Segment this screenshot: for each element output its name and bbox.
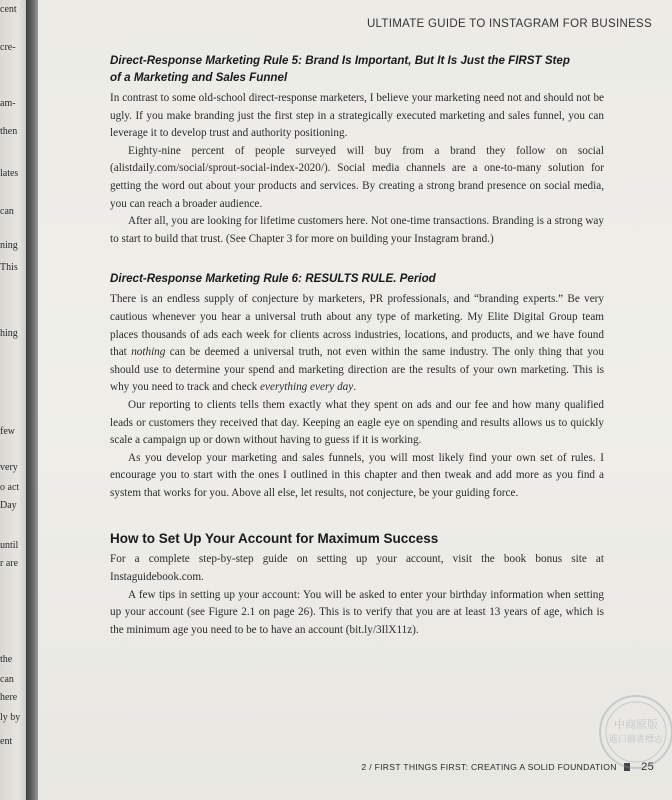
paragraph: A few tips in setting up your account: You will be asked to enter your birthday information when setting up your account (see Figure 2.1 on page 26). This is to verify that you are at least 13 years of age, which is the minimum age you need to be to have an account (bit.ly/3IlX11z).	[110, 588, 604, 636]
left-page-text-fragment: ning	[0, 240, 18, 251]
paragraph: As you develop your marketing and sales funnels, you will most likely find your own set of rules. I encourage you to start with the ones I outlined in this chapter and then tweak and add more as you find a system that works for you. Above all else, let results, not conjecture, be your guiding force.	[110, 451, 604, 499]
left-page-text-fragment: can	[0, 206, 14, 217]
svg-text:進口圖書標志: 進口圖書標志	[608, 735, 664, 745]
left-page-text-fragment: r are	[0, 558, 19, 569]
paragraph: Eighty-nine percent of people surveyed will buy from a brand they follow on social (alistdaily.com/social/sprout-social-index-2020/). Social media channels are a one-to-many solution for getting the word out about your products and services. By creating a strong brand presence on social media, you can reach a broader audience.	[110, 144, 604, 210]
paragraph: For a complete step-by-step guide on setting up your account, visit the book bonus site at Instaguidebook.com.	[110, 553, 604, 584]
section-rule-5	[110, 52, 604, 248]
paragraph: In contrast to some old-school direct-response marketers, I believe your marketing need not and should not be ugly. If you make branding just the first step in a strategically executed marketing and sales funnel, you can leverage it to develop trust and authority positioning.	[110, 92, 604, 140]
svg-text:中商原版: 中商原版	[614, 718, 658, 731]
left-page-text-fragment: few	[0, 426, 15, 437]
emphasis: nothing	[131, 346, 166, 359]
paragraph: There is an endless supply of conjecture by marketers, PR professionals, and “branding experts.” Be very cautious whenever you hear a universal truth about any type of marketing. My Elite Digital Group team places thousands of ads each week for clients across industries, locations, and products, and we have found that nothing can be deemed a universal truth, not even within the same industry. The only thing that you should use to determine your spend and marketing direction are the results of your own marketing. This is why you need to track and check everything every day.	[110, 293, 604, 394]
heading-line-2: of a Marketing and Sales Funnel	[110, 71, 288, 84]
left-page-text-fragment: ly by	[0, 712, 21, 723]
left-facing-page	[0, 0, 26, 800]
left-page-text-fragment: cre-	[0, 42, 16, 53]
section-heading: Direct-Response Marketing Rule 6: RESULTS RULE. Period	[110, 272, 436, 286]
running-head: ULTIMATE GUIDE TO INSTAGRAM FOR BUSINESS	[366, 18, 652, 30]
section-heading	[110, 52, 604, 86]
emphasis: everything every day	[260, 381, 354, 394]
left-page-text-fragment: hing	[0, 328, 18, 339]
heading-line-1: Direct-Response Marketing Rule 5: Brand Is Important, But It Is Just the FIRST Step	[110, 54, 570, 67]
left-page-text-fragment: ent	[0, 736, 13, 747]
section-account-setup	[110, 530, 604, 639]
left-page-text-fragment: can	[0, 674, 14, 685]
section-rule-6	[110, 270, 604, 502]
book-gutter	[26, 0, 38, 800]
left-page-text-fragment: am-	[0, 98, 16, 109]
book-page	[38, 0, 672, 800]
left-page-text-fragment: Day	[0, 500, 17, 511]
left-page-text-fragment: o act	[0, 482, 20, 493]
left-page-text-fragment: lates	[0, 168, 19, 179]
left-page-text-fragment: here	[0, 692, 18, 703]
left-page-text-fragment: then	[0, 126, 18, 137]
left-page-text-fragment: This	[0, 262, 18, 273]
import-seal-watermark	[596, 692, 672, 772]
left-page-text-fragment: very	[0, 462, 18, 473]
left-page-text-fragment: until	[0, 540, 19, 551]
chapter-title: 2 / FIRST THINGS FIRST: CREATING A SOLID FOUNDATION	[361, 762, 617, 772]
paragraph: After all, you are looking for lifetime customers here. Not one-time transactions. Branding is a strong way to start to build that trust. (See Chapter 3 for more on building your Instagram brand.)	[110, 215, 604, 245]
left-page-text-fragment: the	[0, 654, 13, 665]
page-number: 25	[641, 761, 654, 773]
page-content	[110, 52, 604, 639]
section-heading: How to Set Up Your Account for Maximum Success	[110, 531, 439, 547]
left-page-text-fragment: cent	[0, 4, 17, 15]
paragraph: Our reporting to clients tells them exactly what they spent on ads and our fee and how many qualified leads or customers they received that day. Keeping an eagle eye on spending and results allows us to quickly scale a campaign up or down without having to guess if it is working.	[110, 398, 604, 447]
